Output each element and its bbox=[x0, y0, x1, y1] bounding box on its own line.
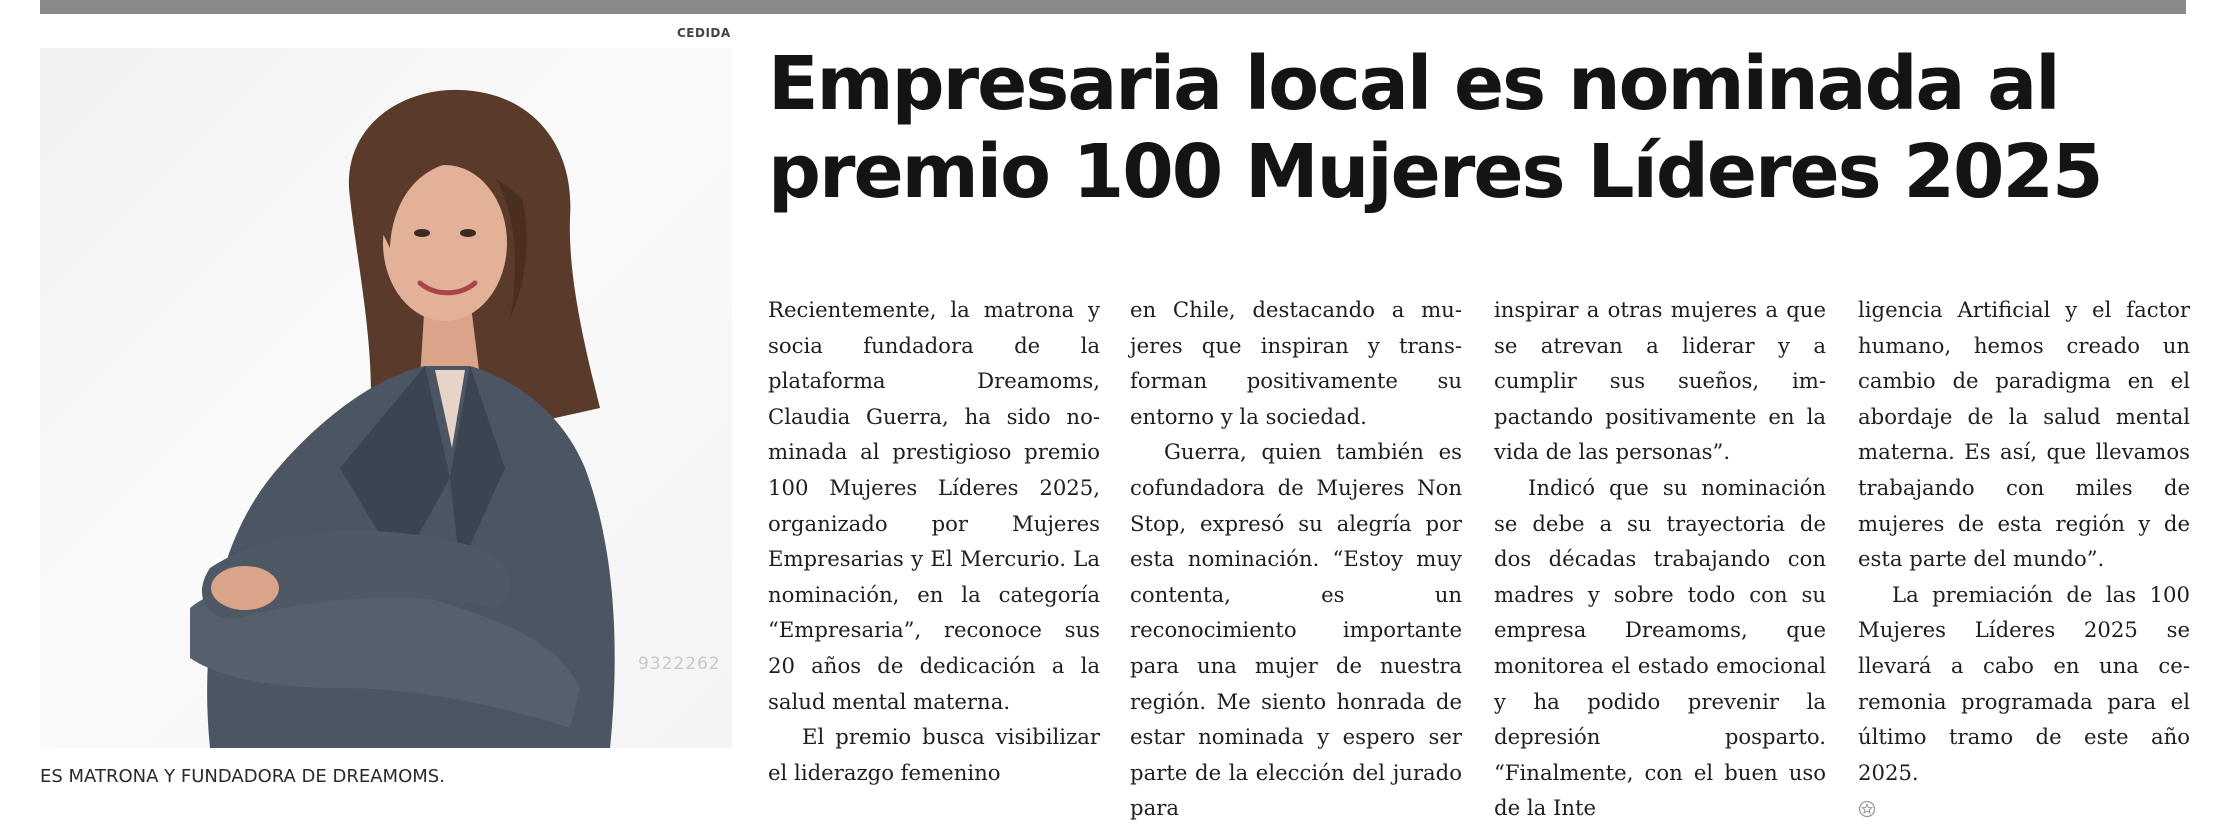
portrait-illustration bbox=[40, 48, 732, 748]
column-3-paragraph-2: Indicó que su nominación se debe a su trayectoria de dos décadas trabajando con madres y sobre todo con su empresa Dreamoms, que monitorea el estado emocional y ha podido prevenir la depresión posparto. “Finalmente, con el buen uso de la Inte bbox=[1494, 474, 1826, 821]
photo-caption: ES MATRONA Y FUNDADORA DE DREAMOMS. bbox=[40, 766, 445, 787]
star-circle-icon bbox=[1858, 800, 1876, 818]
article-column-4 bbox=[1858, 292, 2190, 790]
column-4-paragraph-1: ligencia Artificial y el factor humano, hemos creado un cambio de paradigma en el abordaje de la salud mental materna. Es así, que llevamos trabajando con miles de mujeres de esta región y de esta parte del mundo”. bbox=[1858, 297, 2190, 572]
column-2-paragraph-2: Guerra, quien también es cofundadora de Mujeres Non Stop, expresó su alegría por esta nominación. “Estoy muy contenta, es un reconocimiento importante para una mujer de nuestra región. Me siento honrada de estar nominada y espero ser parte de la elección del jurado para bbox=[1130, 439, 1462, 821]
headline-line-2: premio 100 Mujeres Líderes 2025 bbox=[768, 129, 2102, 215]
column-1-paragraph-1: Recientemente, la matrona y socia fundadora de la plataforma Dreamoms, Claudia Guerra, ha sido nominada al prestigioso premio 100 Mujeres Líderes 2025, organizado por Mujeres Empresarias y El Mercurio. La nominación, en la categoría “Empresaria”, reconoce sus 20 años de dedicación a la salud mental materna. bbox=[768, 297, 1100, 714]
column-4-paragraph-2: La premiación de las 100 Mujeres Líderes 2025 se llevará a cabo en una ceremonia programada para el último tramo de este año 2025. bbox=[1858, 581, 2190, 785]
headline-line-1: Empresaria local es nominada al bbox=[768, 41, 2059, 127]
column-2-paragraph-1: en Chile, destacando a mujeres que inspiran y transforman positivamente su entorno y la sociedad. bbox=[1130, 297, 1462, 429]
column-3-paragraph-1: inspirar a otras mujeres a que se atrevan a liderar y a cumplir sus sueños, impactando positivamente en la vida de las personas”. bbox=[1494, 297, 1826, 465]
portrait-photo bbox=[40, 48, 732, 748]
column-1-paragraph-2: El premio busca visibilizar el liderazgo femenino bbox=[768, 724, 1100, 785]
top-rule bbox=[40, 0, 2186, 14]
photo-code: 9322262 bbox=[638, 654, 721, 674]
article-column-3 bbox=[1494, 292, 1826, 826]
headline bbox=[768, 40, 2208, 216]
article-column-2 bbox=[1130, 292, 1462, 826]
photo-credit: CEDIDA bbox=[677, 26, 731, 40]
article-column-1 bbox=[768, 292, 1100, 790]
